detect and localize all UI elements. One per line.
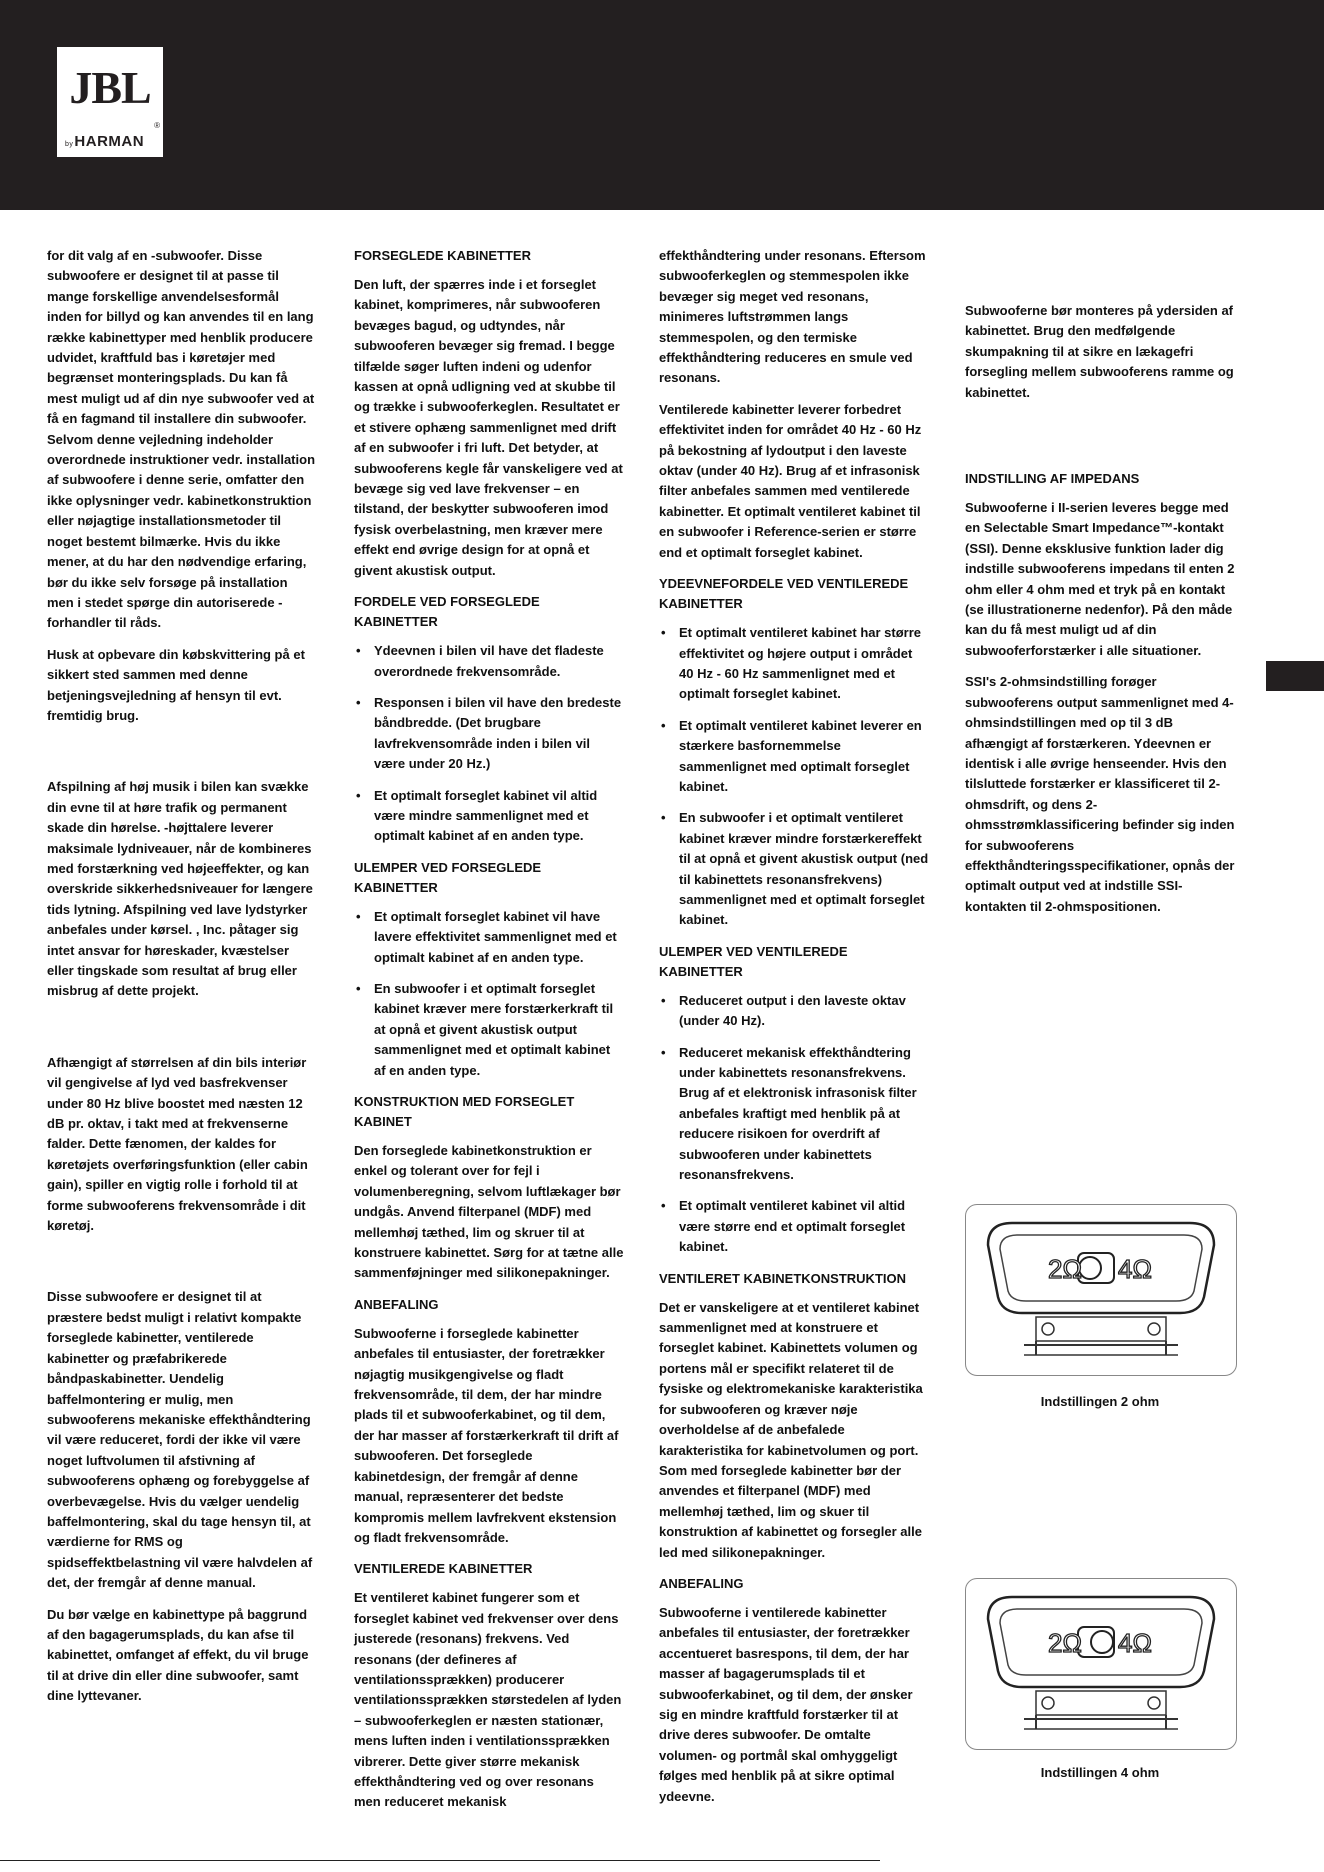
vented-recommendation-paragraph: Subwooferne i ventilerede kabinetter anbefales til entusiaster, der foretrækker accentueret basrespons, til dem, der har masser af bagagerumsplads til et subwooferkabinet, og til dem, der ønsker sig en mindre kraftfuld forstærker til at drive deres subwoofer. De omtalte volumen- og portmål skal omhyggeligt følges med henblik på at sikre optimal ydeevne. [659, 1604, 913, 1804]
ssi-switch-2ohm-illustration [966, 1205, 1236, 1375]
column-3 [659, 246, 929, 1818]
caption-2-ohm: Indstillingen 2 ohm [1040, 1394, 1160, 1409]
intro-paragraph: for dit valg af en -subwoofer. Disse subwoofere er designet til at passe til mange forskellige anvendelsesformål inden for billyd og kan anvendes til en lang række kabinettyper med henblik producere udvidet, kraftfuld bas i køretøjer med begrænset monteringsplads. Du kan få mest muligt ud af din nye subwoofer ved at få en fagmand til installere din subwoofer. Selvom denne vejledning indeholder overordnede instruktioner vedr. installation af subwoofere i denne serie, omfatter den ikke oplysninger vedr. kabinetkonstruktion eller nøjagtige installationsmetoder til noget bestemt bilmærke. Hvis du ikke mener, at du har den nødvendige erfaring, bør du ikke selv forsøge på installation men i stedet spørge din autoriserede -forhandler til råds. [47, 248, 316, 631]
list-item: • Et optimalt forseglet kabinet vil altid være mindre sammenlignet med et optimalt kabinet af en anden type. [354, 786, 624, 847]
list-item: • Et optimalt ventileret kabinet vil altid være større end et optimalt forseglet kabinet. [659, 1196, 929, 1257]
list-item: • Reduceret mekanisk effekthåndtering under kabinettets resonansfrekvens. Brug af et elektronisk infrasonisk filter anbefales kraftigt med henblik på at reducere risikoen for overdrift af subwooferen under kabinettets resonansfrekvens. [659, 1043, 929, 1186]
heading-vented: VENTILEREDE KABINETTER [354, 1561, 533, 1577]
heading-recommendation: ANBEFALING [659, 1575, 744, 1591]
vented-advantages-list [659, 623, 929, 931]
logo-harman-word: HARMAN [74, 133, 145, 150]
vented-efficiency-paragraph: Ventilerede kabinetter leverer forbedret effektivitet inden for området 40 Hz - 60 Hz på bekostning af lydoutput i den laveste oktav (under 40 Hz). Brug af et infrasonisk filter anbefales sammen med ventilerede kabinetter. Et optimalt ventileret kabinet til en subwoofer i Reference-serien er større end et optimalt forseglet kabinet. [659, 401, 922, 560]
column-1 [47, 246, 317, 1718]
jbl-logo [57, 47, 163, 157]
cabin-gain-paragraph: Afhængigt af størrelsen af din bils interiør vil gengivelse af lyd ved basfrekvenser under 80 Hz blive boostet med næsten 12 dB pr. oktav, i takt med at frekvenserne falder. Dette fænomen, der kaldes for køretøjets overføringsfunktion (eller cabin gain), spiller en vigtig rolle i forhold til at forme subwooferens frekvensområde i dit køretøj. [47, 1054, 308, 1234]
vented-paragraph: Et ventileret kabinet fungerer som et forseglet kabinet ved frekvenser over dens justerede (resonans) frekvens. Ved resonans (der defineres af ventilationssprækken) producerer ventilationssprækken størstedelen af lyden – subwooferkeglen er næsten stationær, mens luften inden i ventilationssprækken vibrerer. Dette giver større mekanisk effekthåndtering ved og over resonans men reduceret mekanisk [354, 1590, 622, 1810]
registered-mark: ® [154, 121, 160, 130]
list-item: • Et optimalt ventileret kabinet leverer en stærkere basfornemmelse sammenlignet med optimalt forseglet kabinet. [659, 716, 929, 798]
impedance-paragraph: Subwooferne i II-serien leveres begge med en Selectable Smart Impedance™-kontakt (SSI). Denne eksklusive funktion lader dig indstille subwooferens impedans til enten 2 ohm eller 4 ohm med et tryk på en kontakt (se illustrationerne nedenfor). På den måde kan du få mest muligt ud af din subwooferforstærker i alle situationer. [965, 500, 1235, 658]
list-item: • Responsen i bilen vil have den bredeste båndbredde. (Det brugbare lavfrekvensområde inden i bilen vil være under 20 Hz.) [354, 693, 624, 775]
enclosure-intro-paragraph: Disse subwoofere er designet til at præstere bedst muligt i relativt kompakte forseglede kabinetter, ventilerede kabinetter og præfabrikerede båndpaskabinetter. Uendelig baffelmontering er mulig, men subwooferens mekaniske effekthåndtering vil være reduceret, fordi der ikke vil være noget luftvolumen til afstivning af subwooferens ophæng og forebyggelse af overbevægelse. Hvis du vælger uendelig baffelmontering, skal du tage hensyn til, at værdierne for RMS og spidseffektbelastning vil være halvdelen af det, der fremgår af denne manual. [47, 1289, 313, 1591]
caption-4-ohm: Indstillingen 4 ohm [1040, 1765, 1160, 1780]
list-item: • Et optimalt forseglet kabinet vil have lavere effektivitet sammenlignet med et optimalt kabinet af en anden type. [354, 907, 624, 968]
section-tab [1266, 661, 1324, 691]
heading-recommendation: ANBEFALING [354, 1296, 439, 1312]
hearing-warning-paragraph: Afspilning af høj musik i bilen kan svække din evne til at høre trafik og permanent skade din hørelse. -højttalere leverer maksimale lydniveauer, når de kombineres med forstærkning ved højeeffekter, og kan overskride sikkerhedsniveauer for længere tids lytning. Afspilning ved lave lydstyrker anbefales under kørsel. , Inc. påtager sig intet ansvar for høreskader, kvæstelser eller tingskade som resultat af brug eller misbrug af dette projekt. [47, 779, 313, 999]
label-2-ohm: 2Ω [1048, 1254, 1082, 1284]
list-item: • Et optimalt ventileret kabinet har større effektivitet og højere output i området 40 Hz - 60 Hz sammenlignet med et optimalt forseglet kabinet. [659, 623, 929, 705]
list-item: • En subwoofer i et optimalt forseglet kabinet kræver mere forstærkerkraft til at opnå et givent akustisk output sammenlignet med et optimalt kabinet af en anden type. [354, 979, 624, 1081]
logo-jbl-text: JBL [69, 62, 151, 113]
vented-disadvantages-list [659, 991, 929, 1258]
heading-sealed-construction: KONSTRUKTION MED FORSEGLET KABINET [354, 1094, 575, 1129]
vented-continued-paragraph: effekthåndtering under resonans. Eftersom subwooferkeglen og stemmespolen ikke bevæger sig meget ved resonans, minimeres luftstrømmen langs stemmespolen, og den termiske effekthåndtering reduceres en smule ved resonans. [659, 248, 926, 386]
footer-rule [0, 1860, 880, 1861]
column-2 [354, 246, 624, 1824]
ssi-switch-4ohm-illustration [966, 1579, 1236, 1749]
sealed-recommendation-paragraph: Subwooferne i forseglede kabinetter anbefales til entusiaster, der foretrækker nøjagtig musikgengivelse og fladt frekvensområde, til dem, der har mindre plads til et subwooferkabinet, og til dem, der har masser af forstærkerkraft til drift af subwooferen. Det forseglede kabinetdesign, der fremgår af denne manual, repræsenterer det bedste kompromis mellem lavfrekvent ekstension og fladt frekvensområde. [354, 1325, 619, 1545]
logo-by-text: by [65, 141, 74, 148]
sealed-construction-paragraph: Den forseglede kabinetkonstruktion er enkel og tolerant over for fejl i volumenberegning, selvom luftlækager bør undgås. Anvend filterpanel (MDF) med mellemhøj tæthed, lim og skruer til at konstruere kabinettet. Sørg for at tætne alle sammenføjninger med silikonepakninger. [354, 1143, 624, 1281]
logo-harman-text [65, 133, 144, 150]
sealed-disadvantages-list [354, 907, 624, 1081]
heading-vented-disadvantages: ULEMPER VED VENTILEREDE KABINETTER [659, 943, 848, 979]
ssi-paragraph: SSI's 2-ohmsindstilling forøger subwooferens output sammenlignet med 4-ohmsindstillingen med op til 3 dB afhængigt af forstærkeren. Ydeevnen er identisk i alle øvrige henseender. Hvis den tilsluttede forstærker er klassificeret til 2-ohmsdrift, og dens 2-ohmsstrømklassificering befinder sig inden for subwooferens effekthåndteringsspecifikationer, opnås der optimalt output ved at indstille SSI-kontakten til 2-ohmspositionen. [965, 674, 1235, 914]
sealed-advantages-list [354, 641, 624, 847]
heading-sealed-disadvantages: ULEMPER VED FORSEGLEDE KABINETTER [354, 859, 542, 895]
label-4-ohm: 4Ω [1118, 1254, 1152, 1284]
heading-sealed: FORSEGLEDE KABINETTER [354, 248, 531, 263]
label-4-ohm: 4Ω [1118, 1628, 1152, 1658]
label-2-ohm: 2Ω [1048, 1628, 1082, 1658]
mounting-paragraph: Subwooferne bør monteres på ydersiden af kabinettet. Brug den medfølgende skumpakning til at sikre en lækagefri forsegling mellem subwooferens ramme og kabinettet. [965, 303, 1234, 400]
heading-impedance: INDSTILLING AF IMPEDANS [965, 471, 1140, 487]
list-item: • Ydeevnen i bilen vil have det fladeste overordnede frekvensområde. [354, 641, 624, 682]
column-4 [965, 246, 1237, 928]
heading-vented-construction: VENTILERET KABINETKONSTRUKTION [659, 1270, 906, 1286]
receipt-paragraph: Husk at opbevare din købskvittering på et sikkert sted sammen med denne betjeningsvejledning af hensyn til evt. fremtidig brug. [47, 646, 305, 723]
list-item: • En subwoofer i et optimalt ventileret kabinet kræver mindre forstærkereffekt til at opnå et givent akustisk output (ned til kabinettets resonansfrekvens) sammenlignet med et optimalt forseglet kabinet. [659, 808, 929, 930]
figure-4-ohm [965, 1578, 1237, 1750]
enclosure-choice-paragraph: Du bør vælge en kabinettype på baggrund af den bagagerumsplads, du kan afse til kabinettet, omfanget af effekt, du vil bruge til at drive din eller dine subwoofer, samt dine lyttevaner. [47, 1606, 309, 1704]
list-item: • Reduceret output i den laveste oktav (under 40 Hz). [659, 991, 929, 1032]
heading-sealed-advantages: FORDELE VED FORSEGLEDE KABINETTER [354, 594, 540, 630]
figure-2-ohm [965, 1204, 1237, 1376]
page-header [0, 0, 1324, 210]
heading-vented-advantages: YDEEVNEFORDELE VED VENTILEREDE KABINETTER [659, 576, 909, 612]
vented-construction-paragraph: Det er vanskeligere at et ventileret kabinet sammenlignet med at konstruere et forseglet kabinet. Kabinettets volumen og portens mål er specifikt relateret til de fysiske og elektromekaniske karakteristika for subwooferen og kræver nøje overholdelse af de anbefalede karakteristika for kabinetvolumen og port. Som med forseglede kabinetter bør der anvendes et filterpanel (MDF) med mellemhøj tæthed, lim og skuer til konstruktion af kabinettet og forsegler alle led med silikonepakninger. [659, 1299, 923, 1560]
sealed-paragraph: Den luft, der spærres inde i et forseglet kabinet, komprimeres, når subwooferen bevæges bagud, og udtyndes, når subwooferen bevæger sig fremad. I begge tilfælde søger luften indeni og udenfor kassen at opnå udligning ved at skubbe til og trække i subwooferkeglen. Resultatet er et stivere ophæng sammenlignet med drift af en subwoofer i fri luft. Det betyder, at subwooferens kegle får vanskeligere ved at bevæge sig ved lave frekvenser – en tilstand, der beskytter subwooferen imod fysisk overbelastning, men kræver mere effekt end øvrige design for at opnå et givent akustisk output. [354, 277, 623, 578]
